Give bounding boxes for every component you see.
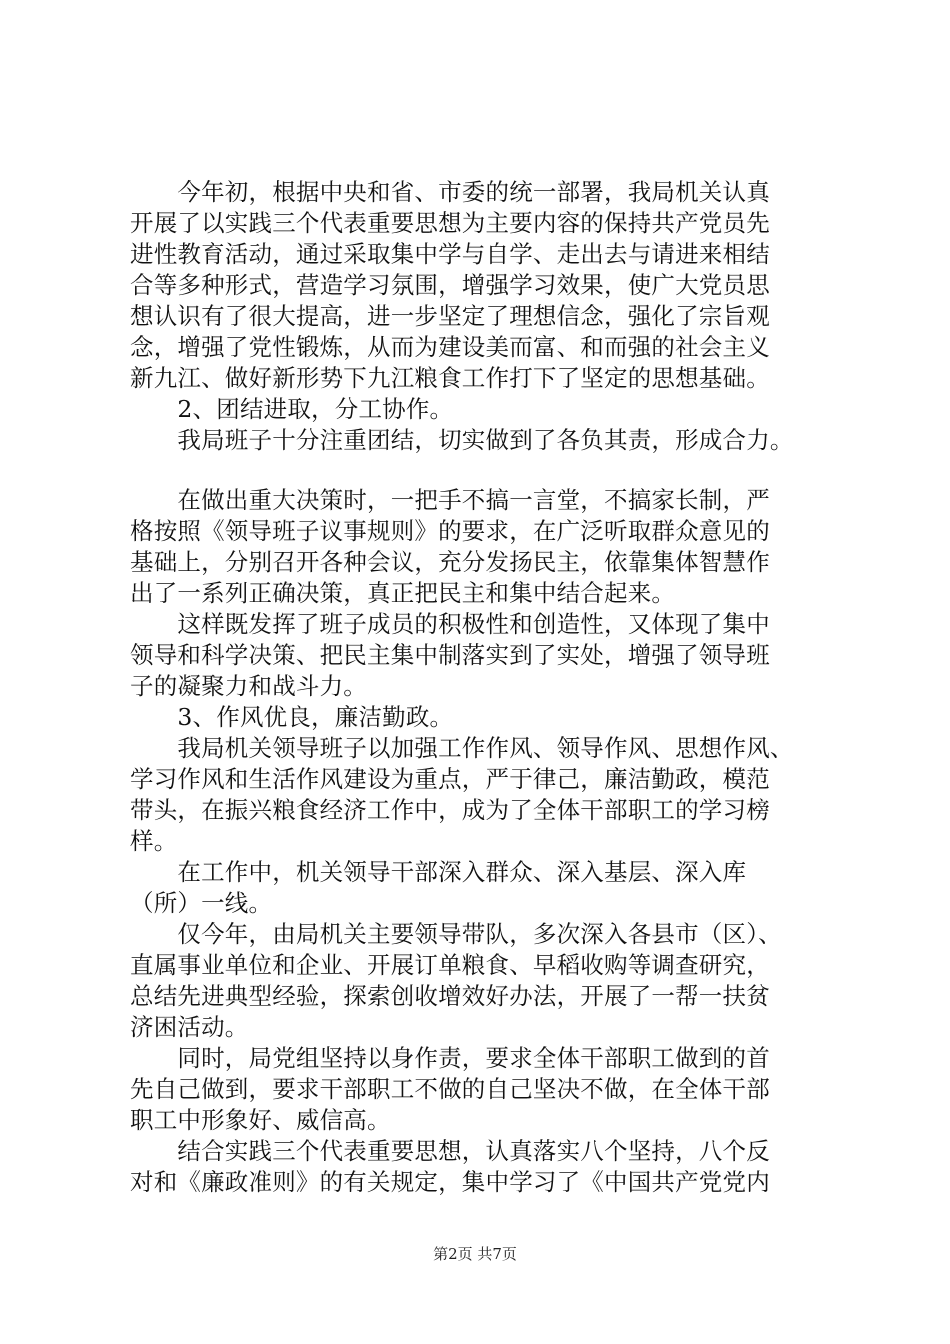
text-line: 我局班子十分注重团结，切实做到了各负其责，形成合力。 <box>130 426 794 454</box>
text-line: 我局机关领导班子以加强工作作风、领导作风、思想作风、 <box>130 734 794 762</box>
text-line: 这样既发挥了班子成员的积极性和创造性，又体现了集中 <box>130 610 770 638</box>
text-line: 进性教育活动，通过采取集中学与自学、走出去与请进来相结 <box>130 240 770 268</box>
text-line: 济困活动。 <box>130 1013 249 1041</box>
page-number-footer: 第2页 共7页 <box>433 1245 517 1263</box>
section-heading: 3、作风优良，廉洁勤政。 <box>130 703 454 731</box>
text-line: 样。 <box>130 827 178 855</box>
text-line: （所）一线。 <box>130 889 273 917</box>
text-line: 直属事业单位和企业、开展订单粮食、早稻收购等调查研究， <box>130 951 770 979</box>
text-line: 学习作风和生活作风建设为重点，严于律己，廉洁勤政，模范 <box>130 765 770 793</box>
text-line: 结合实践三个代表重要思想，认真落实八个坚持，八个反 <box>130 1137 770 1165</box>
text-line: 子的凝聚力和战斗力。 <box>130 672 367 700</box>
text-line: 新九江、做好新形势下九江粮食工作打下了坚定的思想基础。 <box>130 364 770 392</box>
text-line: 先自己做到，要求干部职工不做的自己坚决不做，在全体干部 <box>130 1075 770 1103</box>
text-line: 在做出重大决策时，一把手不搞一言堂，不搞家长制，严 <box>130 486 770 514</box>
text-line: 对和《廉政准则》的有关规定，集中学习了《中国共产党党内 <box>130 1168 770 1196</box>
text-line: 总结先进典型经验，探索创收增效好办法，开展了一帮一扶贫 <box>130 982 770 1010</box>
text-line: 带头，在振兴粮食经济工作中，成为了全体干部职工的学习榜 <box>130 796 770 824</box>
text-line: 同时，局党组坚持以身作责，要求全体干部职工做到的首 <box>130 1044 770 1072</box>
text-line: 领导和科学决策、把民主集中制落实到了实处，增强了领导班 <box>130 641 770 669</box>
text-line: 今年初，根据中央和省、市委的统一部署，我局机关认真 <box>130 178 770 206</box>
text-line: 想认识有了很大提高，进一步坚定了理想信念，强化了宗旨观 <box>130 302 770 330</box>
text-line: 基础上，分别召开各种会议，充分发扬民主，依靠集体智慧作 <box>130 548 770 576</box>
text-line: 职工中形象好、威信高。 <box>130 1106 391 1134</box>
text-line: 仅今年，由局机关主要领导带队，多次深入各县市（区）、 <box>130 920 782 948</box>
section-heading: 2、团结进取，分工协作。 <box>130 395 454 423</box>
text-line: 格按照《领导班子议事规则》的要求，在广泛听取群众意见的 <box>130 517 770 545</box>
text-line: 出了一系列正确决策，真正把民主和集中结合起来。 <box>130 579 676 607</box>
text-line: 合等多种形式，营造学习氛围，增强学习效果，使广大党员思 <box>130 271 770 299</box>
text-line: 念，增强了党性锻炼，从而为建设美而富、和而强的社会主义 <box>130 333 770 361</box>
text-line: 在工作中，机关领导干部深入群众、深入基层、深入库 <box>130 858 747 886</box>
text-line: 开展了以实践三个代表重要思想为主要内容的保持共产党员先 <box>130 209 770 237</box>
